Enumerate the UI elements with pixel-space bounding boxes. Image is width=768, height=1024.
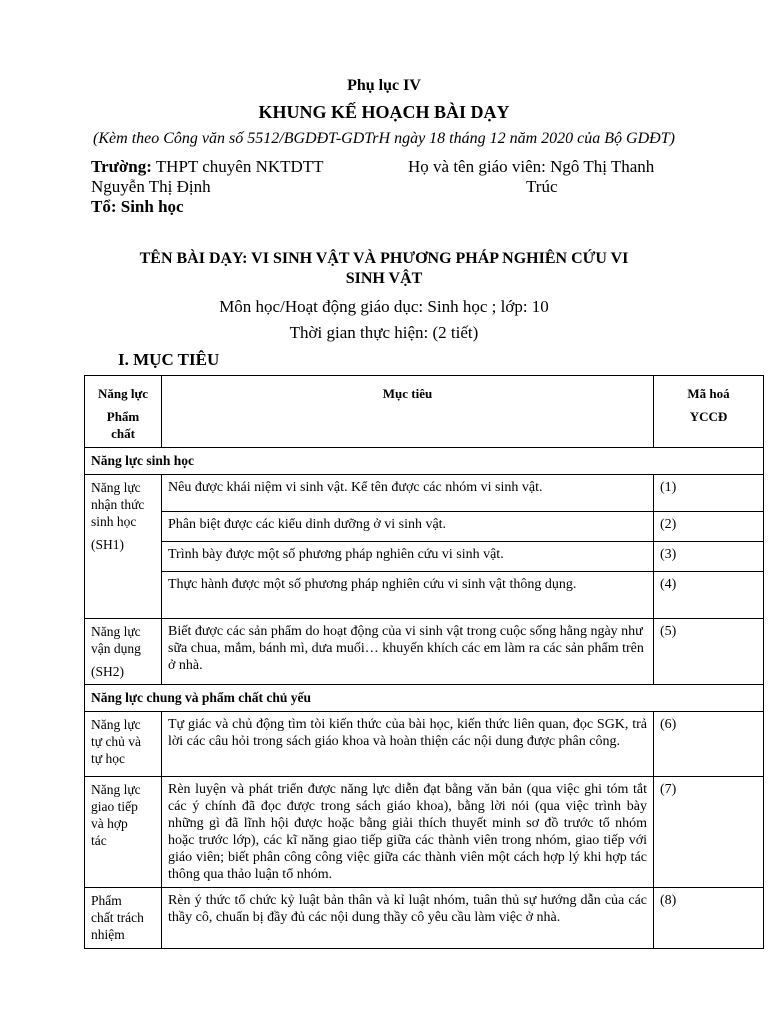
section-general-label: Năng lực chung và phẩm chất chủ yếu: [85, 685, 764, 712]
teacher-name-line-2: Trúc: [526, 177, 558, 196]
table-row: [85, 712, 764, 777]
lesson-title-line-2: SINH VẬT: [345, 270, 423, 287]
category-sh2: Năng lực vận dụng (SH2): [85, 619, 162, 685]
category-self-study: Năng lực tự chủ và tự học: [85, 712, 162, 777]
school-label: Trường:: [91, 157, 152, 176]
section-row-general: [85, 685, 764, 712]
header-competency: Năng lực Phẩm chất: [85, 376, 162, 448]
goal-code: (8): [654, 888, 764, 949]
goal-text: Thực hành được một số phương pháp nghiên cứu vi sinh vật thông dụng.: [162, 572, 654, 619]
table-row: [85, 542, 764, 572]
department-label: Tổ: Sinh học: [91, 197, 184, 216]
goal-text: Biết được các sản phẩm do hoạt động của vi sinh vật trong cuộc sống hằng ngày như sữa chua, mắm, bánh mì, dưa muối… khuyến khích các em làm ra các sản phẩm trên ở nhà.: [162, 619, 654, 685]
category-sh1: Năng lực nhận thức sinh học (SH1): [85, 475, 162, 619]
table-row: [85, 619, 764, 685]
goal-text: Rèn ý thức tổ chức kỷ luật bản thân và kỉ luật nhóm, tuân thủ sự hướng dẫn của các thầy cô, chuẩn bị đầy đủ các nội dung thầy cô yêu cầu làm việc ở nhà.: [162, 888, 654, 949]
goal-code: (1): [654, 475, 764, 512]
header-code: Mã hoá YCCĐ: [654, 376, 764, 448]
duration-line: Thời gian thực hiện: (2 tiết): [289, 323, 479, 342]
header-goal: Mục tiêu: [162, 376, 654, 448]
goal-text: Nêu được khái niệm vi sinh vật. Kể tên được các nhóm vi sinh vật.: [162, 475, 654, 512]
table-row: [85, 777, 764, 888]
goal-code: (6): [654, 712, 764, 777]
school-value: THPT chuyên NKTDTT: [151, 157, 324, 176]
section-heading: I. MỤC TIÊU: [118, 350, 220, 369]
section-biology-label: Năng lực sinh học: [85, 448, 764, 475]
section-row-biology: [85, 448, 764, 475]
goal-code: (4): [654, 572, 764, 619]
reference-note: (Kèm theo Công văn số 5512/BGDĐT-GDTrH ngày 18 tháng 12 năm 2020 của Bộ GDĐT): [93, 130, 675, 147]
goals-table: [84, 375, 764, 949]
lesson-title-line-1: TÊN BÀI DẠY: VI SINH VẬT VÀ PHƯƠNG PHÁP NGHIÊN CỨU VI: [139, 250, 629, 267]
goal-text: Trình bày được một số phương pháp nghiên cứu vi sinh vật.: [162, 542, 654, 572]
goal-text: Tự giác và chủ động tìm tòi kiến thức của bài học, kiến thức liên quan, đọc SGK, trả lời các câu hỏi trong sách giáo khoa và hoàn thiện các nội dung được phân công.: [162, 712, 654, 777]
table-row: [85, 888, 764, 949]
teacher-name: Họ và tên giáo viên: Ngô Thị Thanh: [408, 157, 655, 176]
goal-text: Rèn luyện và phát triển được năng lực diễn đạt bằng văn bản (qua việc ghi tóm tắt các ý chính đã đọc được trong sách giáo khoa), bằng lời nói (qua việc trình bày những gì đã lĩnh hội được hoặc bằng giải thích thuyết minh sơ đồ trước tổ nhóm hoặc trước lớp), các kĩ năng giao tiếp giữa các thành viên trong nhóm, giao tiếp với giáo viên; biết phân công công việc giữa các thành viên một cách hợp lý khi hợp tác thông qua thảo luận tổ nhóm.: [162, 777, 654, 888]
table-header-row: [85, 376, 764, 448]
goal-code: (2): [654, 512, 764, 542]
table-row: [85, 475, 764, 512]
appendix-label: Phụ lục IV: [347, 77, 421, 94]
category-responsibility: Phẩm chất trách nhiệm: [85, 888, 162, 949]
subject-line: Môn học/Hoạt động giáo dục: Sinh học ; lớp: 10: [219, 297, 549, 316]
goal-code: (7): [654, 777, 764, 888]
table-row: [85, 572, 764, 619]
school-line-2: Nguyễn Thị Định: [91, 177, 211, 196]
category-communication: Năng lực giao tiếp và hợp tác: [85, 777, 162, 888]
school-line: [91, 157, 324, 177]
goal-code: (3): [654, 542, 764, 572]
table-row: [85, 512, 764, 542]
document-title: KHUNG KẾ HOẠCH BÀI DẠY: [258, 102, 510, 122]
goal-code: (5): [654, 619, 764, 685]
goal-text: Phân biệt được các kiểu dinh dưỡng ở vi sinh vật.: [162, 512, 654, 542]
